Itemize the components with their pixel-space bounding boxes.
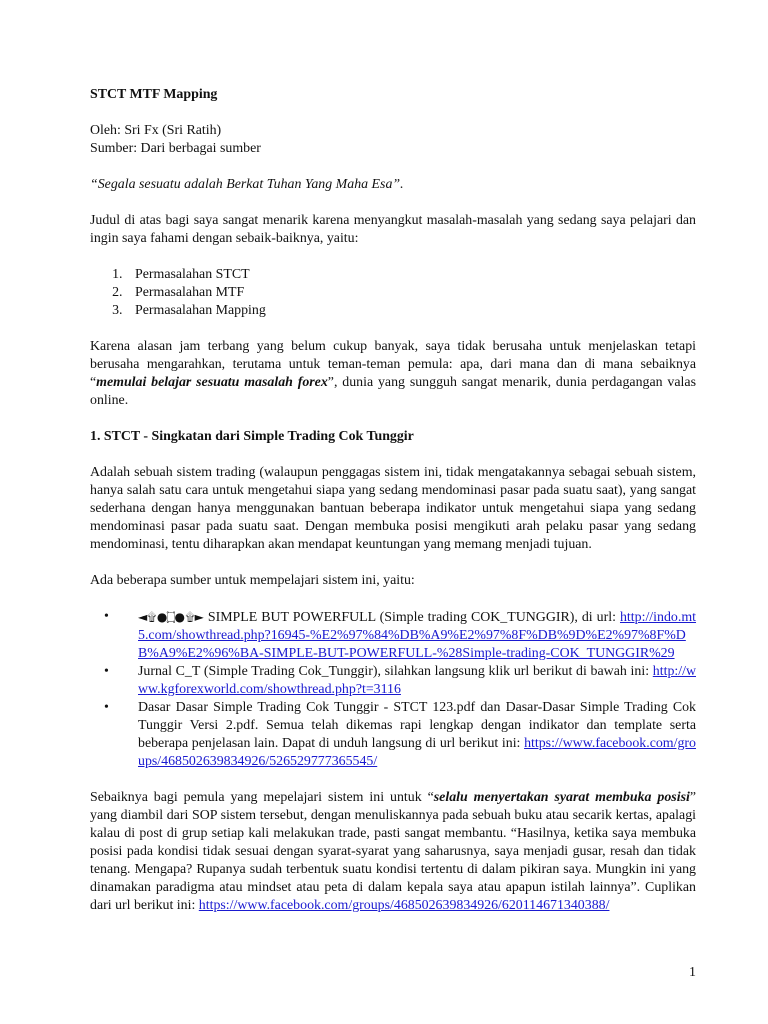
source-link-facebook[interactable]: https://www.facebook.com/groups/468502639834926/526529777365545/ <box>138 736 696 769</box>
source-line: Sumber: Dari berbagai sumber <box>90 141 261 156</box>
page-number: 1 <box>689 965 696 980</box>
source-text: Dasar Dasar Simple Trading Cok Tunggir - STCT 123.pdf dan Dasar-Dasar Simple Trading Cok Tunggir Versi 2.pdf. Semua telah dikemas rapi lengkap dengan indikator dan template serta beberapa penjelasan lain. Dapat di unduh langsung di url berikut ini: <box>138 700 696 751</box>
list-item: 2. Permasalahan MTF <box>126 284 696 302</box>
source-link-mt5[interactable]: http://indo.mt5.com/showthread.php?16945-%E2%97%84%DB%A9%E2%97%8F%DB%9D%E2%97%8F%DB%A9%E2%96%BA-SIMPLE-BUT-POWERFULL-%28Simple-trading-COK_TUNGGIR%29 <box>138 610 697 661</box>
list-item <box>126 663 696 699</box>
advice-paragraph <box>90 789 696 915</box>
author-line: Oleh: Sri Fx (Sri Ratih) <box>90 123 222 138</box>
intro-paragraph: Judul di atas bagi saya sangat menarik karena menyangkut masalah-masalah yang sedang saya pelajari dan ingin saya fahami dengan sebaik-baiknya, yaitu: <box>90 213 696 246</box>
list-item: 3. Permasalahan Mapping <box>126 302 696 320</box>
reason-emphasis: memulai belajar sesuatu masalah forex <box>96 375 328 390</box>
document-title: STCT MTF Mapping <box>90 87 218 102</box>
source-link-kgforexworld[interactable]: http://www.kgforexworld.com/showthread.php?t=3116 <box>138 664 696 697</box>
opening-quote <box>90 176 696 194</box>
source-text: Jurnal C_T (Simple Trading Cok_Tunggir), silahkan langsung klik url berikut di bawah ini: <box>138 664 653 679</box>
advice-link-facebook[interactable]: https://www.facebook.com/groups/468502639834926/620114671340388/ <box>198 898 610 913</box>
advice-text-end: ” yang diambil dari SOP sistem tersebut, dengan menuliskannya pada sebuah buku atau secarik kertas, apalagi kalau di post di grup setiap kali melakukan trade, pasti sangat membantu. “Hasilnya, ketika saya membuka posisi pada kondisi tidak sesuai dengan syarat-syarat yang saharusnya, saya menjadi gusar, resah dan tidak tenang. Mengapa? Rupanya sudah terbentuk suatu kondisi tertentu di dalam pikiran saya. Mungkin ini yang dinamakan paradigma atau mindset atau peta di dalam kepala saya atau apapun istilah lainnya”. Cuplikan dari url berikut ini: <box>90 790 697 913</box>
advice-emphasis: selalu menyertakan syarat membuka posisi <box>433 790 690 805</box>
advice-text-start: Sebaiknya bagi pemula yang mepelajari sistem ini untuk “ <box>90 790 434 805</box>
sources-intro: Ada beberapa sumber untuk mempelajari sistem ini, yaitu: <box>90 573 415 588</box>
source-text: SIMPLE BUT POWERFULL (Simple trading COK_TUNGGIR), di url: <box>203 610 620 625</box>
reason-paragraph <box>90 338 696 410</box>
quote-text: “Segala sesuatu adalah Berkat Tuhan Yang Maha Esa”. <box>90 177 404 192</box>
decorative-symbols: ◄۩●۝●۩► <box>138 610 204 624</box>
issues-list <box>90 266 696 320</box>
section-1-body: Adalah sebuah sistem trading (walaupun penggagas sistem ini, tidak mengatakannya sebagai sebuah sistem, hanya salah satu cara untuk mengetahui siapa yang sedang mendominasi pasar pada suatu saat), yang sangat sederhana dengan hanya menggunakan bantuan beberapa indikator untuk mengetahui siapa yang sedang mendominasi pasar pada suatu saat. Dengan membuka posisi mengikuti arah pelaku pasar yang sedang mendominasi, tentu diharapkan akan mendapat keuntungan yang memang menjadi tujuan. <box>90 465 696 552</box>
sources-list <box>90 608 696 771</box>
list-item: 1. Permasalahan STCT <box>126 266 696 284</box>
section-1-heading: 1. STCT - Singkatan dari Simple Trading Cok Tunggir <box>90 429 414 444</box>
reason-text-end: ”, dunia yang sungguh sangat menarik, dunia perdagangan valas online. <box>90 375 696 408</box>
reason-text-start: Karena alasan jam terbang yang belum cukup banyak, saya tidak berusaha untuk menjelaskan tetapi berusaha mengarahkan, terutama untuk teman-teman pemula: apa, dari mana dan di mana sebaiknya “ <box>90 339 696 390</box>
list-item <box>126 608 696 663</box>
list-item <box>126 699 696 771</box>
